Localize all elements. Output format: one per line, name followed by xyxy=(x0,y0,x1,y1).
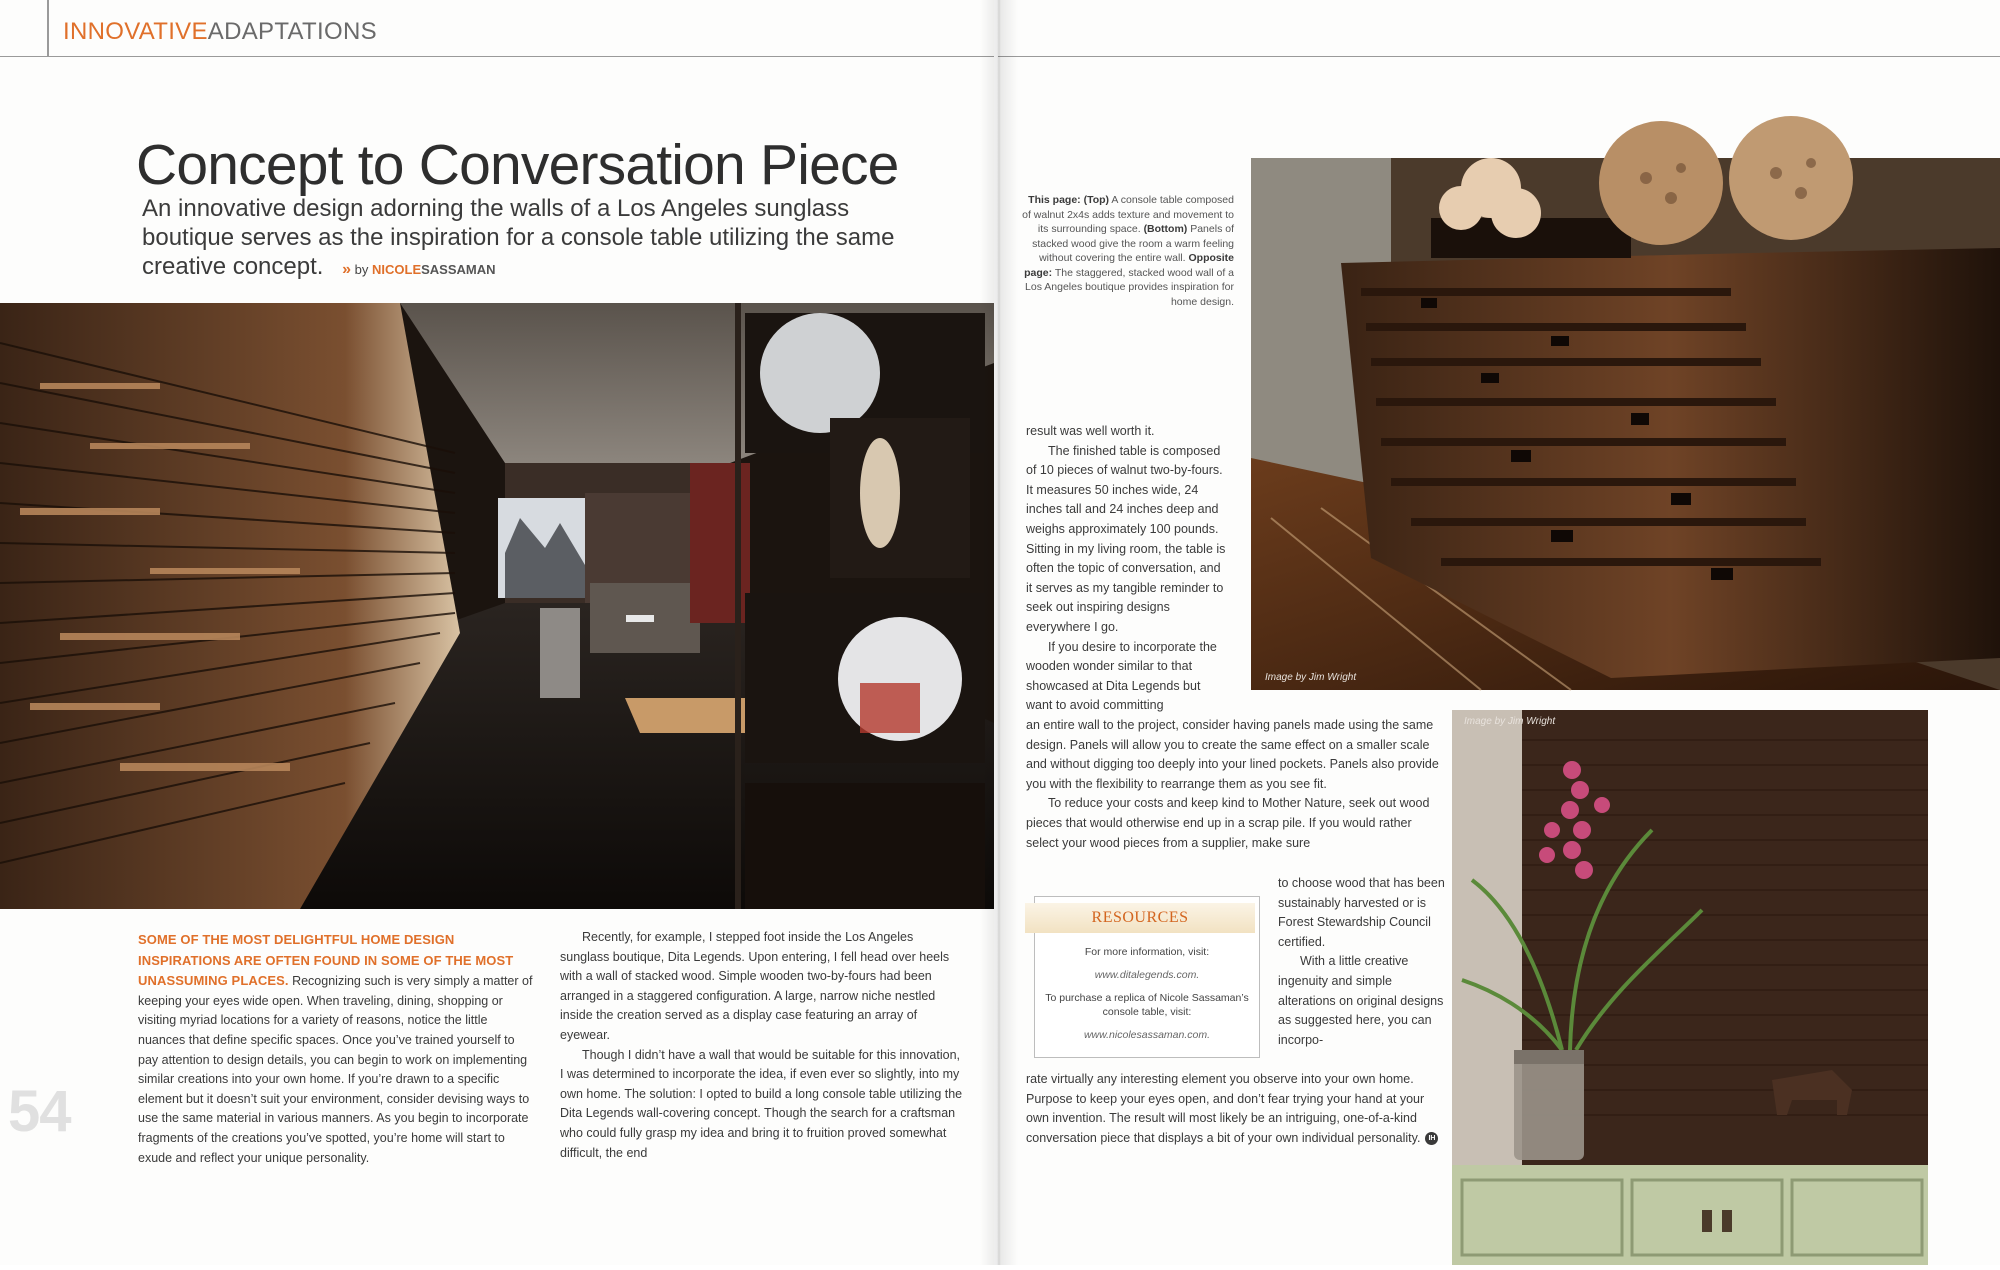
paragraph-conclusion-text: rate virtually any interesting element you observe into your own home. Purpose to keep your eyes open, and don’t fear trying your hand at your own invention. The result will most likely be an intriguing, one-of-a-kind conversation piece that displays a bit of your own individual personality. xyxy=(1026,1072,1425,1145)
paragraph-conclusion xyxy=(1026,1070,1446,1148)
resources-header xyxy=(1025,903,1255,933)
end-mark-icon: IH xyxy=(1425,1132,1438,1145)
right-column-wide xyxy=(1026,716,1446,853)
author-last-name: SASSAMAN xyxy=(421,262,496,277)
paragraph-solution: Though I didn’t have a wall that would be suitable for this innovation, I was determined to incorporate the idea, if even ever so slightly, into my own home. The solution: I opted to build a long console table utilizing the Dita Legends wall-covering concept. Though the search for a craftsman who could fully grasp my idea and bring it to fruition proved somewhat difficult, the end xyxy=(560,1047,963,1160)
wall-photo-credit: Image by Jim Wright xyxy=(1464,716,1556,727)
paragraph-solution-continued: result was well worth it. xyxy=(1026,424,1155,438)
intro-paragraph xyxy=(138,930,535,1168)
section-label-innovative: INNOVATIVE xyxy=(63,18,208,45)
byline-by: by xyxy=(354,262,369,277)
left-page xyxy=(0,0,994,1265)
resources-body xyxy=(1035,945,1259,1051)
paragraph-conclusion-start: With a little creative ingenuity and simple alterations on original designs as suggested here, you can incorpo- xyxy=(1278,954,1444,1047)
body-column-2 xyxy=(560,928,964,1163)
paragraph-costs-start: To reduce your costs and keep kind to Mother Nature, seek out wood pieces that would otherwise end up in a scrap pile. If you would rather select your wood pieces from a supplier, make sure xyxy=(1026,796,1430,850)
right-column-narrow xyxy=(1278,874,1446,1050)
resources-title: RESOURCES xyxy=(1091,909,1189,926)
resources-box xyxy=(1034,896,1260,1058)
boutique-photo-illustration xyxy=(0,303,994,909)
byline-chevron-icon: » xyxy=(342,261,352,278)
caption-top-text: A console table composed of walnut 2x4s adds texture and movement to its surrounding space. xyxy=(1022,194,1234,235)
byline xyxy=(342,262,495,277)
header-rule-right xyxy=(998,56,2000,57)
caption-top-label: This page: (Top) xyxy=(1028,194,1110,206)
console-table-photo xyxy=(1251,158,2000,690)
right-column-bottom xyxy=(1026,1070,1446,1148)
paragraph-boutique: Recently, for example, I stepped foot inside the Los Angeles sunglass boutique, Dita Legends. Upon entering, I fell head over heels with a wall of stacked wood. Simple wooden two-by-fours had been arranged in a staggered configuration. A large, narrow niche nestled inside the creation served as a display case featuring an array of eyewear. xyxy=(560,930,950,1042)
caption-bottom-text: Panels of stacked wood give the room a warm feeling without covering the entire wall. xyxy=(1032,223,1234,264)
wall-panel-photo xyxy=(1452,710,1928,1265)
deck-text: An innovative design adorning the walls of a Los Angeles sunglass boutique serves as the inspiration for a console table utilizing the same creative concept. xyxy=(142,195,895,280)
right-page xyxy=(998,0,2000,1265)
section-label xyxy=(63,18,377,46)
author-first-name: NICOLE xyxy=(372,262,422,277)
spread-gutter xyxy=(980,0,1018,1265)
article-title: Concept to Conversation Piece xyxy=(136,133,899,197)
resources-info-label: For more information, visit: xyxy=(1084,946,1210,958)
console-table-illustration xyxy=(1251,158,2000,690)
page-number: 54 xyxy=(8,1079,71,1144)
paragraph-panels-start: If you desire to incorporate the wooden wonder similar to that showcased at Dita Legends but want to avoid committing xyxy=(1026,639,1217,713)
right-column-top xyxy=(1026,422,1226,716)
intro-paragraph-text: Recognizing such is very simply a matter of keeping your eyes wide open. When traveling, dining, shopping or visiting myriad locations for a variety of reasons, notice the little nuances that define specific spaces. Once you’ve trained yourself to pay attention to design details, you can begin to work on implementing similar creations into your own home. If you’re drawn to a specific element but it doesn’t suit your environment, consider devising ways to use the same material in various manners. As you begin to incorporate fragments of the creations you’ve spotted, you’re home will start to exude and reflect your unique personality. xyxy=(138,974,533,1165)
wall-panel-illustration xyxy=(1452,710,1928,1265)
body-column-1 xyxy=(138,930,535,1168)
lead-in-caps: SOME OF THE MOST DELIGHTFUL HOME DESIGN INSPIRATIONS ARE OFTEN FOUND IN SOME OF THE MOST UNASSUMING PLACES. xyxy=(138,932,514,989)
console-photo-credit: Image by Jim Wright xyxy=(1265,672,1357,683)
paragraph-panels-rest: an entire wall to the project, consider having panels made using the same design. Panels will allow you to create the same effect on a smaller scale and without digging too deeply into your lined pockets. Panels also provide you with the flexibility to rearrange them as you see fit. xyxy=(1026,718,1439,791)
header-rule xyxy=(0,56,994,57)
caption-opposite-text: The staggered, stacked wood wall of a Los Angeles boutique provides inspiration for home design. xyxy=(1025,266,1234,308)
paragraph-costs-rest: to choose wood that has been sustainably harvested or is Forest Stewardship Council certified. xyxy=(1278,876,1445,949)
section-label-adaptations: ADAPTATIONS xyxy=(207,18,377,45)
resources-link-sassaman[interactable]: www.nicolesassaman.com. xyxy=(1083,1029,1211,1041)
photo-caption xyxy=(1020,193,1234,309)
header-tick xyxy=(47,0,49,57)
caption-opposite-label: Opposite page: xyxy=(1024,252,1234,279)
article-deck xyxy=(142,194,922,284)
resources-link-dita[interactable]: www.ditalegends.com. xyxy=(1094,969,1200,981)
resources-purchase-label: To purchase a replica of Nicole Sassaman’s console table, visit: xyxy=(1045,992,1249,1018)
paragraph-finished-table: The finished table is composed of 10 pieces of walnut two-by-fours. It measures 50 inches wide, 24 inches tall and 24 inches deep and weighs approximately 100 pounds. Sitting in my living room, the table is often the topic of conversation, and it serves as my tangible reminder to seek out inspiring designs everywhere I go. xyxy=(1026,443,1226,634)
caption-bottom-label: (Bottom) xyxy=(1143,223,1188,235)
